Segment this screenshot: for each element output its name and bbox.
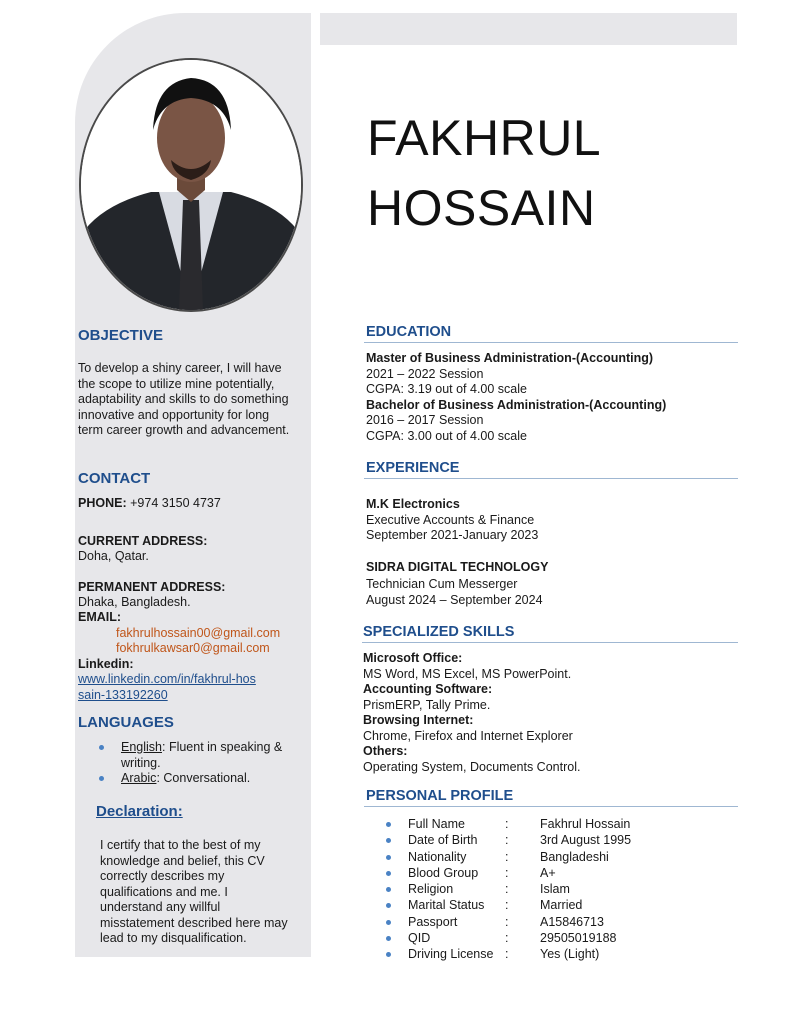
- job-role: Technician Cum Messerger: [366, 576, 518, 591]
- objective-text: To develop a shiny career, I will have the scope to utilize mine potentially, adaptability and skills to do something innovative and opportunity for long term career growth and advancement.: [78, 361, 290, 437]
- skill-category: Microsoft Office:: [363, 651, 463, 665]
- profile-row: [386, 930, 726, 946]
- profile-sep: :: [505, 849, 509, 864]
- current-address-label: CURRENT ADDRESS:: [78, 534, 208, 548]
- phone-value: +974 3150 4737: [130, 496, 221, 510]
- experience-heading: EXPERIENCE: [366, 460, 460, 476]
- job-period: August 2024 – September 2024: [366, 593, 543, 607]
- profile-value: 3rd August 1995: [540, 833, 632, 848]
- profile-value: Yes (Light): [540, 947, 600, 962]
- profile-row: [386, 865, 726, 881]
- profile-row: [386, 816, 726, 832]
- profile-row: [386, 832, 726, 848]
- profile-value: 29505019188: [540, 931, 617, 946]
- language-desc: : Conversational.: [156, 771, 251, 785]
- profile-value: Islam: [540, 882, 570, 897]
- company-name: SIDRA DIGITAL TECHNOLOGY: [366, 560, 549, 574]
- profile-key: Passport: [408, 914, 458, 929]
- email-link-2[interactable]: fokhrulkawsar0@gmail.com: [116, 641, 270, 655]
- skills-list: [363, 651, 733, 775]
- languages-heading: LANGUAGES: [78, 714, 174, 731]
- profile-key: Driving License: [408, 947, 494, 962]
- skill-category: Others:: [363, 744, 408, 758]
- experience-item: [366, 559, 736, 609]
- profile-key: QID: [408, 931, 431, 946]
- education-divider: [364, 342, 738, 343]
- profile-key: Date of Birth: [408, 833, 478, 848]
- degree-title: Bachelor of Business Administration-(Accounting): [366, 397, 667, 412]
- profile-sep: :: [505, 865, 509, 880]
- skills-divider: [362, 642, 738, 643]
- email-link-1[interactable]: fakhrulhossain00@gmail.com: [116, 626, 281, 640]
- declaration-text: I certify that to the best of my knowledge and belief, this CV correctly describes my qualifications and me. I understand any willful misstatement described here may lead to my disqualification.: [100, 838, 288, 945]
- profile-row: [386, 881, 726, 897]
- education-list: [366, 351, 736, 444]
- degree-cgpa: CGPA: 3.19 out of 4.00 scale: [366, 382, 527, 396]
- contact-heading: CONTACT: [78, 470, 151, 487]
- profile-value: Bangladeshi: [540, 849, 609, 864]
- education-heading: EDUCATION: [366, 324, 452, 340]
- skill-value: Operating System, Documents Control.: [363, 759, 581, 774]
- phone-line: [78, 496, 303, 512]
- profile-photo: [79, 58, 303, 312]
- profile-key: Marital Status: [408, 898, 485, 913]
- skills-heading: SPECIALIZED SKILLS: [363, 624, 515, 640]
- profile-sep: :: [505, 914, 509, 929]
- objective-heading: OBJECTIVE: [78, 327, 164, 344]
- profile-sep: :: [505, 817, 509, 831]
- skill-value: MS Word, MS Excel, MS PowerPoint.: [363, 666, 572, 681]
- language-name: English: [121, 740, 162, 754]
- job-period: September 2021-January 2023: [366, 528, 539, 542]
- profile-heading: PERSONAL PROFILE: [366, 788, 514, 804]
- profile-row: [386, 946, 726, 962]
- header-band: [320, 13, 737, 45]
- profile-table: [386, 816, 726, 963]
- profile-sep: :: [505, 898, 509, 913]
- skill-category: Accounting Software:: [363, 682, 493, 696]
- profile-sep: :: [505, 882, 509, 897]
- degree-title: Master of Business Administration-(Accounting): [366, 351, 654, 365]
- skill-value: PrismERP, Tally Prime.: [363, 697, 491, 712]
- language-desc: : Fluent in speaking & writing.: [121, 740, 283, 770]
- profile-value: Fakhrul Hossain: [540, 817, 631, 831]
- profile-key: Religion: [408, 882, 454, 897]
- language-name: Arabic: [121, 771, 157, 785]
- first-name: FAKHRUL: [367, 110, 602, 166]
- profile-row: [386, 849, 726, 865]
- profile-sep: :: [505, 931, 509, 946]
- profile-key: Full Name: [408, 817, 465, 831]
- skill-value: Chrome, Firefox and Internet Explorer: [363, 728, 573, 743]
- phone-label: PHONE:: [78, 496, 127, 510]
- permanent-address-label: PERMANENT ADDRESS:: [78, 580, 226, 594]
- company-name: M.K Electronics: [366, 497, 460, 511]
- degree-cgpa: CGPA: 3.00 out of 4.00 scale: [366, 428, 527, 443]
- email-label: EMAIL:: [78, 610, 122, 624]
- languages-list: [99, 740, 299, 787]
- language-item: [99, 771, 299, 787]
- profile-key: Nationality: [408, 849, 467, 864]
- linkedin-label: Linkedin:: [78, 657, 134, 671]
- profile-row: [386, 914, 726, 930]
- profile-value: A15846713: [540, 914, 604, 929]
- profile-divider: [364, 806, 738, 807]
- job-role: Executive Accounts & Finance: [366, 512, 535, 527]
- profile-value: Married: [540, 898, 583, 913]
- profile-sep: :: [505, 833, 509, 848]
- experience-item: [366, 497, 736, 544]
- profile-row: [386, 897, 726, 913]
- degree-session: 2021 – 2022 Session: [366, 366, 484, 381]
- experience-divider: [364, 478, 738, 479]
- linkedin-link[interactable]: www.linkedin.com/in/fakhrul-hossain-133192260: [78, 672, 256, 702]
- last-name: HOSSAIN: [367, 180, 596, 236]
- degree-session: 2016 – 2017 Session: [366, 413, 484, 427]
- profile-key: Blood Group: [408, 865, 479, 880]
- permanent-address: Dhaka, Bangladesh.: [78, 595, 191, 609]
- declaration-heading: Declaration:: [96, 803, 183, 820]
- profile-sep: :: [505, 947, 509, 962]
- current-address: Doha, Qatar.: [78, 549, 149, 563]
- language-item: [99, 740, 299, 771]
- portrait-illustration: [81, 60, 301, 310]
- profile-value: A+: [540, 865, 556, 880]
- skill-category: Browsing Internet:: [363, 713, 474, 727]
